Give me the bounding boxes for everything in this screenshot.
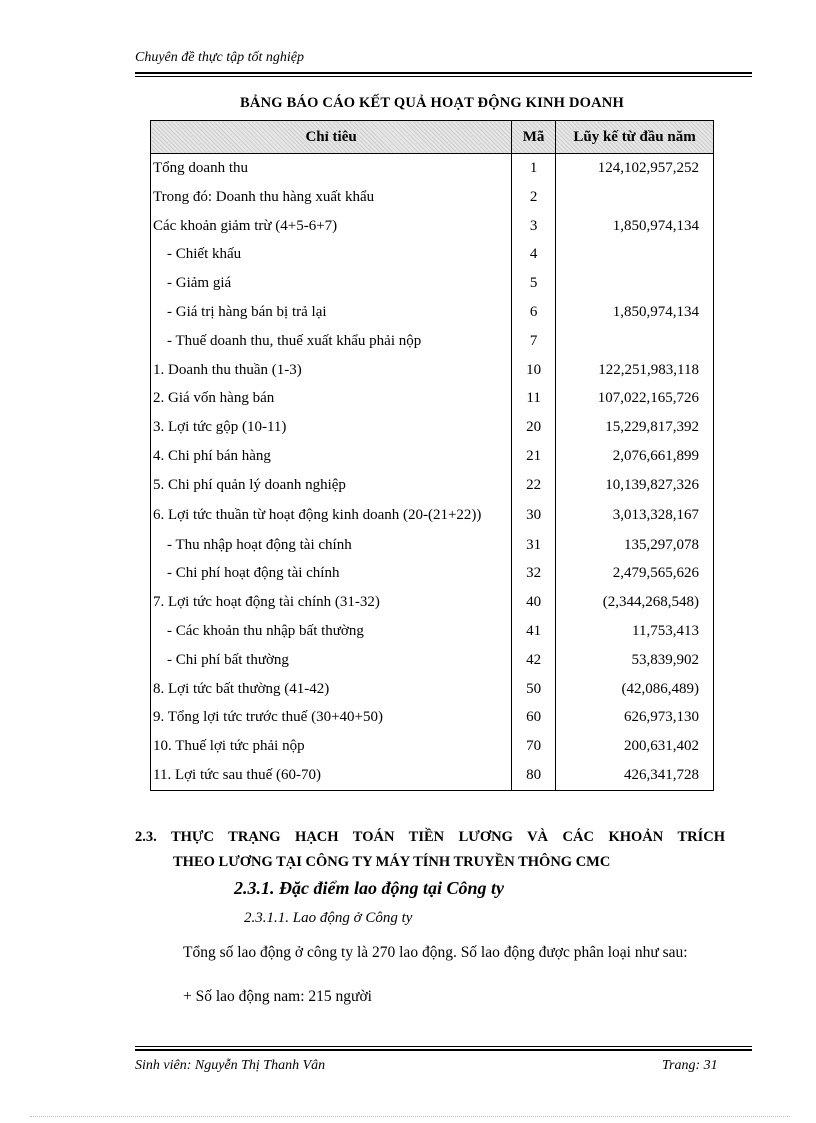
table-row [151,531,714,560]
row-name: 1. Doanh thu thuần (1-3) [151,356,512,385]
footer-rule-thin [135,1046,752,1047]
row-name: Tổng doanh thu [151,154,512,183]
table-row [151,471,714,500]
table-row [151,617,714,646]
section-heading-line2: THEO LƯƠNG TẠI CÔNG TY MÁY TÍNH TRUYỀN THÔNG CMC [173,854,611,870]
footer-rule-thick [135,1049,752,1051]
row-name: Trong đó: Doanh thu hàng xuất khẩu [151,183,512,212]
table-row [151,356,714,385]
row-value: 124,102,957,252 [556,154,714,183]
row-code: 2 [512,183,556,212]
row-code: 41 [512,617,556,646]
page-edge-dotted-line [30,1116,790,1117]
table-row [151,240,714,269]
row-code: 42 [512,646,556,675]
row-code: 80 [512,761,556,790]
row-value: 426,341,728 [556,761,714,790]
subsection-heading: 2.3.1. Đặc điểm lao động tại Công ty [234,878,504,898]
table-header-row [151,121,714,154]
body-paragraph: Tổng số lao động ở công ty là 270 lao động. Số lao động được phân loại như sau: [183,944,688,961]
row-code: 20 [512,413,556,442]
column-header-accumulated: Lũy kế từ đầu năm [556,121,714,154]
row-code: 30 [512,500,556,531]
row-value: 1,850,974,134 [556,212,714,241]
bullet-item: + Số lao động nam: 215 người [183,988,372,1005]
row-value: (2,344,268,548) [556,588,714,617]
row-value: 1,850,974,134 [556,298,714,327]
row-code: 11 [512,384,556,413]
table-row [151,703,714,732]
table-row [151,442,714,471]
row-value: 200,631,402 [556,732,714,761]
table-row [151,269,714,298]
header-rule-thin [135,76,752,77]
row-value: 122,251,983,118 [556,356,714,385]
row-name: 2. Giá vốn hàng bán [151,384,512,413]
row-code: 1 [512,154,556,183]
table-row [151,298,714,327]
subsubsection-heading: 2.3.1.1. Lao động ở Công ty [244,910,413,926]
row-code: 21 [512,442,556,471]
row-code: 6 [512,298,556,327]
row-name: Các khoản giảm trừ (4+5-6+7) [151,212,512,241]
table-row [151,413,714,442]
column-header-code: Mã [512,121,556,154]
row-code: 31 [512,531,556,560]
row-value: 11,753,413 [556,617,714,646]
footer-student: Sinh viên: Nguyễn Thị Thanh Vân [135,1058,326,1073]
table-row [151,384,714,413]
row-name: 7. Lợi tức hoạt động tài chính (31-32) [151,588,512,617]
row-name: - Chiết khấu [151,240,512,269]
row-name: - Giảm giá [151,269,512,298]
row-value: (42,086,489) [556,675,714,704]
row-code: 32 [512,559,556,588]
row-name: 6. Lợi tức thuần từ hoạt động kinh doanh (20-(21+22)) [151,500,512,531]
table-row [151,675,714,704]
row-value: 135,297,078 [556,531,714,560]
table-row [151,212,714,241]
row-code: 70 [512,732,556,761]
row-value [556,269,714,298]
row-value: 626,973,130 [556,703,714,732]
row-code: 4 [512,240,556,269]
row-code: 10 [512,356,556,385]
row-name: 3. Lợi tức gộp (10-11) [151,413,512,442]
table-row [151,154,714,183]
row-name: - Chi phí bất thường [151,646,512,675]
row-code: 7 [512,327,556,356]
row-code: 50 [512,675,556,704]
table-row [151,761,714,790]
row-name: - Thu nhập hoạt động tài chính [151,531,512,560]
row-code: 40 [512,588,556,617]
table-row [151,500,714,531]
row-value: 2,076,661,899 [556,442,714,471]
row-value [556,327,714,356]
row-name: - Thuế doanh thu, thuế xuất khẩu phải nộp [151,327,512,356]
table-row [151,183,714,212]
row-code: 60 [512,703,556,732]
report-table [150,120,714,791]
row-value: 53,839,902 [556,646,714,675]
row-value [556,240,714,269]
page-header: Chuyên đề thực tập tốt nghiệp [135,50,304,65]
row-name: 8. Lợi tức bất thường (41-42) [151,675,512,704]
table-row [151,732,714,761]
table-row [151,646,714,675]
row-name: 11. Lợi tức sau thuế (60-70) [151,761,512,790]
row-code: 3 [512,212,556,241]
column-header-indicator: Chỉ tiêu [151,121,512,154]
row-value: 15,229,817,392 [556,413,714,442]
table-row [151,559,714,588]
row-value: 3,013,328,167 [556,500,714,531]
row-value: 107,022,165,726 [556,384,714,413]
table-row [151,327,714,356]
footer-page-number: Trang: 31 [662,1058,718,1073]
row-name: - Giá trị hàng bán bị trả lại [151,298,512,327]
row-name: 9. Tổng lợi tức trước thuế (30+40+50) [151,703,512,732]
row-name: - Các khoản thu nhập bất thường [151,617,512,646]
row-value: 10,139,827,326 [556,471,714,500]
row-code: 5 [512,269,556,298]
header-rule-thick [135,72,752,74]
table-title: BẢNG BÁO CÁO KẾT QUẢ HOẠT ĐỘNG KINH DOANH [240,95,624,111]
row-code: 22 [512,471,556,500]
row-value: 2,479,565,626 [556,559,714,588]
section-heading: 2.3. THỰC TRẠNG HẠCH TOÁN TIỀN LƯƠNG VÀ CÁC KHOẢN TRÍCH [135,829,725,845]
row-value [556,183,714,212]
row-name: - Chi phí hoạt động tài chính [151,559,512,588]
row-name: 10. Thuế lợi tức phải nộp [151,732,512,761]
row-name: 5. Chi phí quản lý doanh nghiệp [151,471,512,500]
table-row [151,588,714,617]
row-name: 4. Chi phí bán hàng [151,442,512,471]
